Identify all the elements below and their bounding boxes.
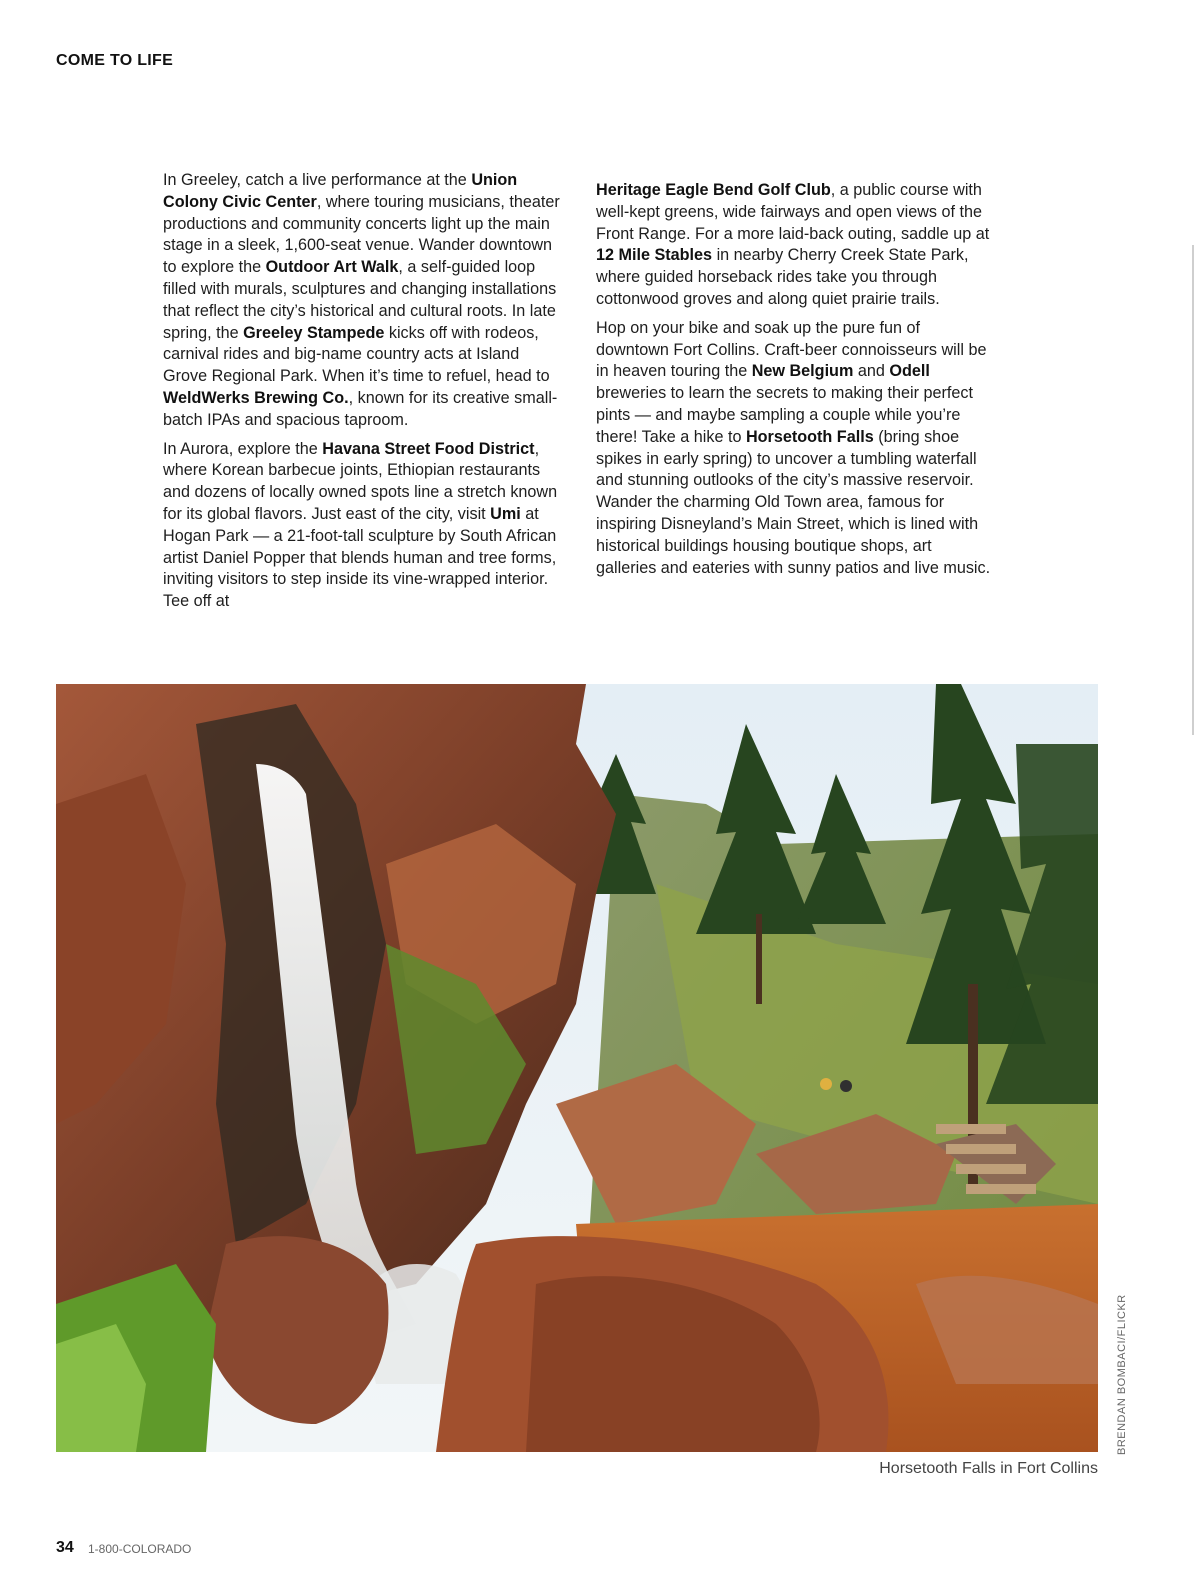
text-run: kicks off with rodeos, carnival rides and big-name country acts at Island Grove Regional Park. When it’s time to refuel, head to — [163, 323, 550, 386]
bold-term: Odell — [889, 362, 930, 381]
bold-term: 12 Mile Stables — [596, 246, 713, 265]
left-paragraph-1 — [163, 170, 563, 432]
text-run: (bring shoe spikes in early spring) to uncover a tumbling waterfall and stunning outlooks of the city’s massive reservoir. Wander the charming Old Town area, famous for inspiring Disneyland’s Main Street, which is lined with historical buildings housing boutique shops, art galleries and eateries with sunny patios and live music. — [596, 427, 991, 577]
right-paragraph-2 — [596, 318, 996, 580]
bold-term: WeldWerks Brewing Co. — [163, 388, 349, 407]
left-column — [163, 170, 563, 620]
right-column — [596, 180, 996, 586]
text-run: In Aurora, explore the — [163, 439, 323, 458]
photo-credit: BRENDAN BOMBACI/FLICKR — [1116, 1294, 1128, 1455]
right-paragraph-1 — [596, 180, 996, 311]
text-run: at Hogan Park — a 21-foot-tall sculpture by South African artist Daniel Popper that blends human and tree forms, inviting visitors to step inside its vine-wrapped interior. Tee off at — [163, 504, 557, 611]
text-run: , where Korean barbecue joints, Ethiopian restaurants and dozens of locally owned spots line a stretch known for its global flavors. Just east of the city, visit — [163, 439, 558, 523]
page-edge-rule — [1192, 245, 1194, 735]
waterfall-photo — [56, 684, 1098, 1452]
photo-caption: Horsetooth Falls in Fort Collins — [879, 1460, 1098, 1477]
text-run: in nearby Cherry Creek State Park, where guided horseback rides take you through cottonwood groves and along quiet prairie trails. — [596, 246, 969, 308]
text-run: , a public course with well-kept greens, wide fairways and open views of the Front Range. For a more laid-back outing, saddle up at — [596, 181, 990, 243]
left-paragraph-2 — [163, 439, 563, 613]
page-number: 34 — [56, 1539, 74, 1556]
text-run: breweries to learn the secrets to making their perfect pints — and maybe sampling a couple while you’re there! Take a hike to — [596, 384, 973, 446]
bold-term: New Belgium — [751, 362, 854, 381]
text-run: , where touring musicians, theater productions and community concerts light up the main stage in a sleek, 1,600-seat venue. Wander downtown to explore the — [163, 192, 560, 277]
footer-phone: 1-800-COLORADO — [88, 1542, 192, 1556]
bold-term: Outdoor Art Walk — [265, 258, 399, 277]
text-run: Hop on your bike and soak up the pure fun of downtown Fort Collins. Craft-beer connoisseurs will be in heaven touring the — [596, 318, 987, 381]
bold-term: Havana Street Food District — [322, 439, 535, 458]
bold-term: Union Colony Civic Center — [163, 171, 518, 211]
text-run: and — [853, 362, 890, 381]
bold-term: Heritage Eagle Bend Golf Club — [596, 181, 831, 199]
bold-term: Horsetooth Falls — [745, 427, 874, 446]
bold-term: Greeley Stampede — [243, 323, 385, 342]
text-run: , a self-guided loop filled with murals, sculptures and changing installations that reflect the city’s historical and cultural roots. In late spring, the — [163, 258, 557, 342]
section-label: COME TO LIFE — [56, 52, 174, 69]
bold-term: Umi — [490, 504, 521, 523]
text-run: In Greeley, catch a live performance at the — [163, 171, 472, 189]
text-run: , known for its creative small-batch IPAs and spacious taproom. — [163, 388, 558, 429]
